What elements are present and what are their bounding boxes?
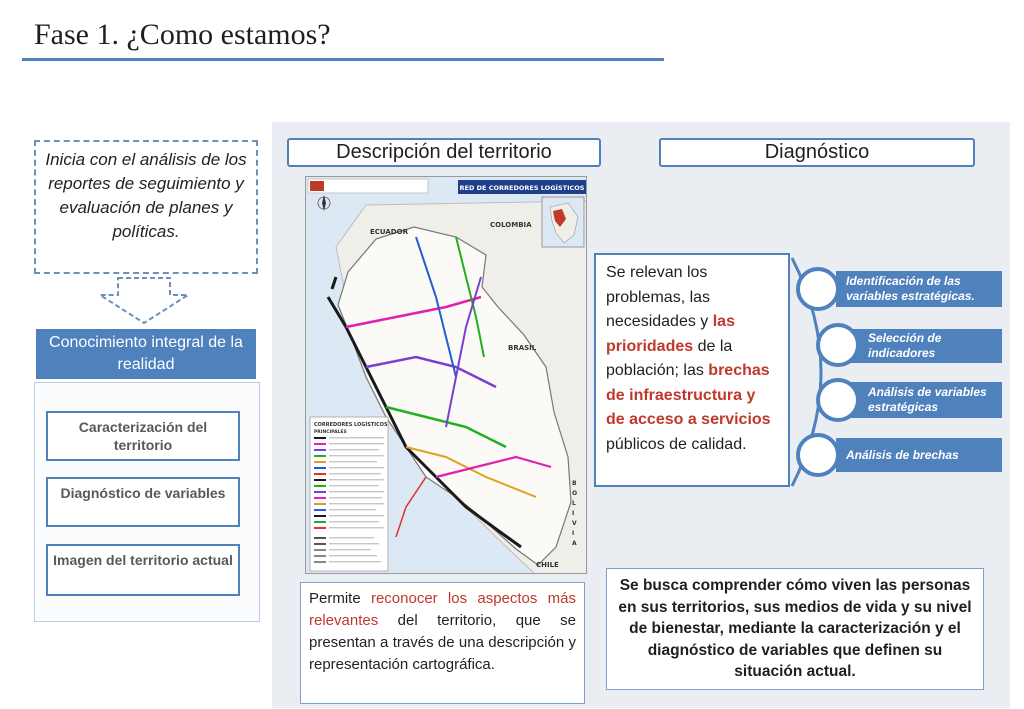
intro-box: Inicia con el análisis de los reportes de seguimiento y evaluación de planes y políticas. bbox=[34, 140, 258, 274]
summary-text: Se busca comprender cómo viven las personas en sus territorios, sus medios de vida y su nivel de bienestar, mediante la caracterización y el diagnóstico de variables que definen su situación actual. bbox=[606, 568, 984, 690]
problems-highlight-gaps: brechas de infraestructura y de acceso a servicios bbox=[606, 362, 771, 428]
step-gaps-analysis: Análisis de brechas bbox=[836, 438, 1002, 472]
description-highlight: reconocer los aspectos más relevantes bbox=[309, 590, 576, 629]
problems-highlight-priorities: las prioridades bbox=[606, 313, 735, 355]
side-item-image: Imagen del territorio actual bbox=[46, 544, 240, 596]
knowledge-header: Conocimiento integral de la realidad bbox=[36, 329, 256, 379]
step-1-circle-icon bbox=[796, 267, 840, 311]
map-legend-title: CORREDORES LOGÍSTICOS bbox=[314, 422, 388, 428]
svg-text:O: O bbox=[572, 490, 578, 497]
map-label-brasil: BRASIL bbox=[508, 344, 537, 352]
map-title: RED DE CORREDORES LOGÍSTICOS bbox=[459, 184, 585, 192]
step-identification: Identificación de las variables estratégicas. bbox=[836, 271, 1002, 307]
svg-text:A: A bbox=[572, 540, 577, 547]
step-4-circle-icon bbox=[796, 433, 840, 477]
territory-map bbox=[305, 176, 587, 574]
svg-text:V: V bbox=[572, 520, 577, 527]
step-variables-analysis: Análisis de variables estratégicas bbox=[836, 382, 1002, 418]
svg-text:I: I bbox=[572, 510, 575, 517]
map-legend-subtitle: PRINCIPALES bbox=[314, 430, 347, 435]
description-text: Permite reconocer los aspectos más relevantes del territorio, que se presentan a través de una descripción y representación cartográfica. bbox=[300, 582, 585, 704]
svg-text:B: B bbox=[572, 480, 577, 487]
map-label-ecuador: ECUADOR bbox=[370, 228, 408, 236]
problems-text: Se relevan los problemas, las necesidades y las prioridades de la población; las brechas de infraestructura y de acceso a servicios públicos de calidad. bbox=[594, 253, 790, 487]
down-arrow-icon bbox=[98, 277, 190, 325]
title-underline bbox=[22, 58, 664, 61]
diagnosis-header: Diagnóstico bbox=[659, 138, 975, 167]
page-title: Fase 1. ¿Como estamos? bbox=[34, 18, 331, 51]
step-2-circle-icon bbox=[816, 323, 860, 367]
step-indicators: Selección de indicadores bbox=[836, 329, 1002, 363]
map-label-colombia: COLOMBIA bbox=[490, 221, 532, 229]
description-header: Descripción del territorio bbox=[287, 138, 601, 167]
side-item-characterization: Caracterización del territorio bbox=[46, 411, 240, 461]
side-item-diagnosis: Diagnóstico de variables bbox=[46, 477, 240, 527]
step-3-circle-icon bbox=[816, 378, 860, 422]
svg-text:L: L bbox=[572, 500, 576, 507]
svg-text:I: I bbox=[572, 530, 575, 537]
map-label-chile: CHILE bbox=[536, 561, 559, 569]
